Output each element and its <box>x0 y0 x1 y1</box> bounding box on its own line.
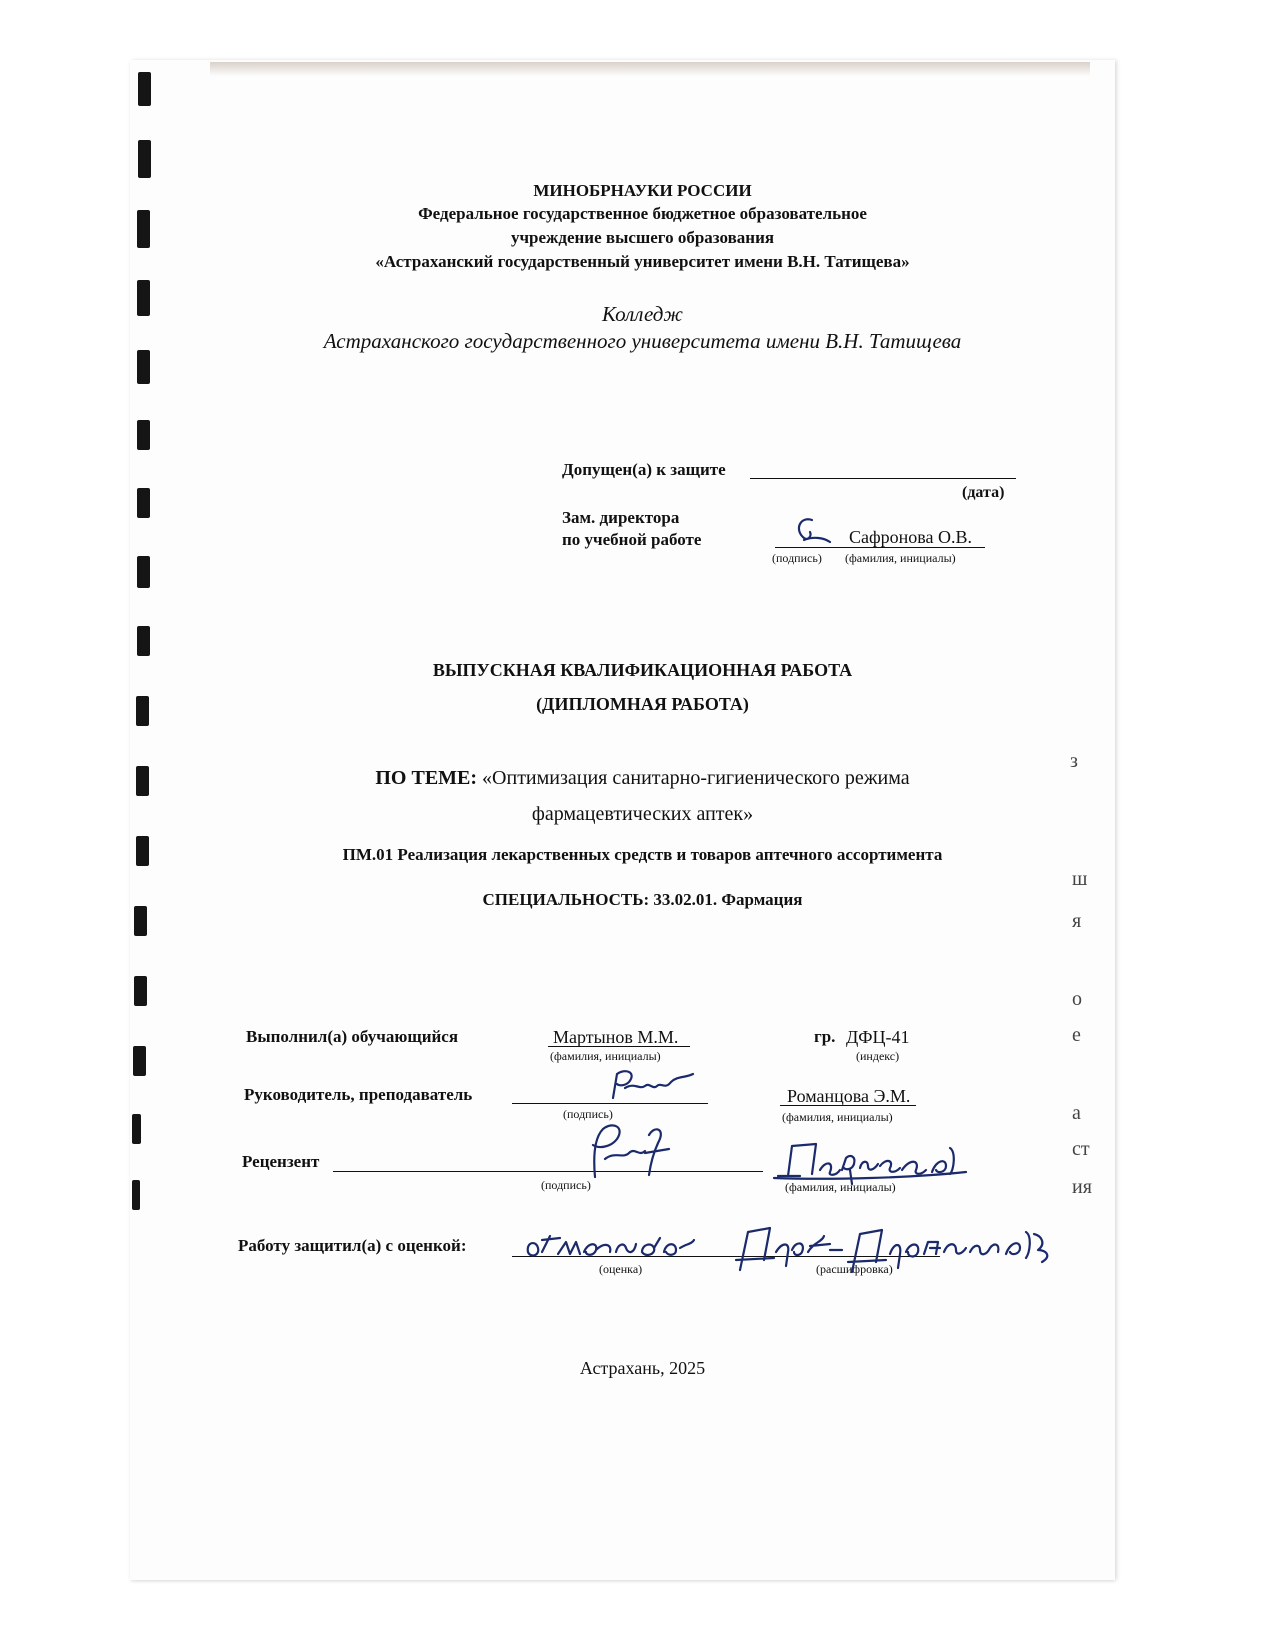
group-label: гр. <box>814 1027 836 1046</box>
binding-hole <box>134 976 147 1006</box>
adjacent-page-edge <box>1070 700 1140 1420</box>
binding-hole <box>137 420 150 450</box>
edge-glyph: ст <box>1072 1138 1090 1160</box>
city-year: Астрахань, 2025 <box>579 1358 706 1378</box>
binding-hole <box>137 626 150 656</box>
group-code: ДФЦ-41 <box>846 1027 910 1047</box>
binding-hole <box>137 350 150 384</box>
binding-hole <box>133 1046 146 1076</box>
binding-hole <box>138 72 151 106</box>
admitted-to-defense-label: Допущен(а) к защите <box>562 460 726 479</box>
module-title: ПМ.01 Реализация лекарственных средств и товаров аптечного ассортимента <box>342 845 943 864</box>
topic-line-2: фармацевтических аптек» <box>531 803 754 825</box>
topic-text-1: «Оптимизация санитарно-гигиенического режима <box>482 767 910 789</box>
edge-glyph: а <box>1072 1102 1081 1124</box>
deputy-director-label-1: Зам. директора <box>562 508 680 527</box>
binding-hole <box>137 210 150 248</box>
supervisor-signature-caption: (подпись) <box>563 1107 613 1121</box>
student-name-line <box>548 1046 690 1047</box>
performed-by-label: Выполнил(а) обучающийся <box>246 1027 459 1046</box>
deputy-signature <box>790 510 850 555</box>
deputy-director-label-2: по учебной работе <box>562 530 702 549</box>
university-name: «Астраханский государственный университет имени В.Н. Татищева» <box>375 252 910 271</box>
binding-hole <box>136 696 149 726</box>
specialty-title: СПЕЦИАЛЬНОСТЬ: 33.02.01. Фармация <box>482 890 803 909</box>
defended-with-grade-label: Работу защитил(а) с оценкой: <box>238 1236 467 1255</box>
binding-hole <box>137 280 150 316</box>
decoding-caption: (расшифровка) <box>816 1262 893 1276</box>
deputy-name-caption: (фамилия, инициалы) <box>845 551 956 565</box>
supervisor-name-line <box>780 1105 916 1106</box>
committee-signature <box>730 1212 1060 1282</box>
college-subtitle: Астраханского государственного университета имени В.Н. Татищева <box>323 329 962 353</box>
edge-glyph: ш <box>1072 868 1088 890</box>
work-type-subtitle: (ДИПЛОМНАЯ РАБОТА) <box>536 694 749 714</box>
college-title: Колледж <box>602 302 683 326</box>
edge-glyph: я <box>1072 910 1082 932</box>
reviewer-label: Рецензент <box>242 1152 320 1171</box>
binding-hole <box>132 1180 140 1210</box>
reviewer-name-caption: (фамилия, инициалы) <box>785 1180 896 1194</box>
ministry-name: МИНОБРНАУКИ РОССИИ <box>533 181 752 200</box>
edge-glyph: з <box>1070 750 1078 772</box>
date-caption: (дата) <box>962 484 1005 501</box>
topic-line-1 <box>300 767 985 790</box>
edge-glyph: о <box>1072 988 1082 1010</box>
institution-type-line1: Федеральное государственное бюджетное образовательное <box>418 204 867 223</box>
binding-hole <box>134 906 147 936</box>
supervisor-name-caption: (фамилия, инициалы) <box>782 1110 893 1124</box>
binding-hole <box>137 556 150 588</box>
binding-hole <box>132 1114 141 1144</box>
page-top-shadow <box>210 62 1090 76</box>
work-type-title: ВЫПУСКНАЯ КВАЛИФИКАЦИОННАЯ РАБОТА <box>432 660 853 680</box>
student-name: Мартынов М.М. <box>553 1027 679 1047</box>
supervisor-name: Романцова Э.М. <box>787 1086 911 1106</box>
supervisor-label: Руководитель, преподаватель <box>244 1085 473 1104</box>
reviewer-signature-line <box>333 1171 763 1172</box>
binding-hole <box>138 140 151 178</box>
grade-handwritten <box>520 1222 700 1267</box>
reviewer-name-handwritten <box>770 1130 970 1190</box>
reviewer-signature <box>565 1115 685 1185</box>
student-name-caption: (фамилия, инициалы) <box>550 1049 661 1063</box>
group-index-caption: (индекс) <box>856 1049 900 1063</box>
supervisor-signature <box>595 1060 705 1110</box>
grade-caption: (оценка) <box>599 1262 643 1276</box>
edge-glyph: ия <box>1072 1176 1092 1198</box>
admission-date-line <box>750 478 1016 479</box>
institution-type-line2: учреждение высшего образования <box>510 228 775 247</box>
deputy-signature-caption: (подпись) <box>772 551 822 565</box>
reviewer-signature-caption: (подпись) <box>541 1178 591 1192</box>
deputy-director-name: Сафронова О.В. <box>849 527 973 547</box>
binding-hole <box>136 836 149 866</box>
binding-hole <box>136 766 149 796</box>
binding-hole <box>137 488 150 518</box>
topic-label: ПО ТЕМЕ: <box>375 767 478 789</box>
edge-glyph: е <box>1072 1024 1081 1046</box>
